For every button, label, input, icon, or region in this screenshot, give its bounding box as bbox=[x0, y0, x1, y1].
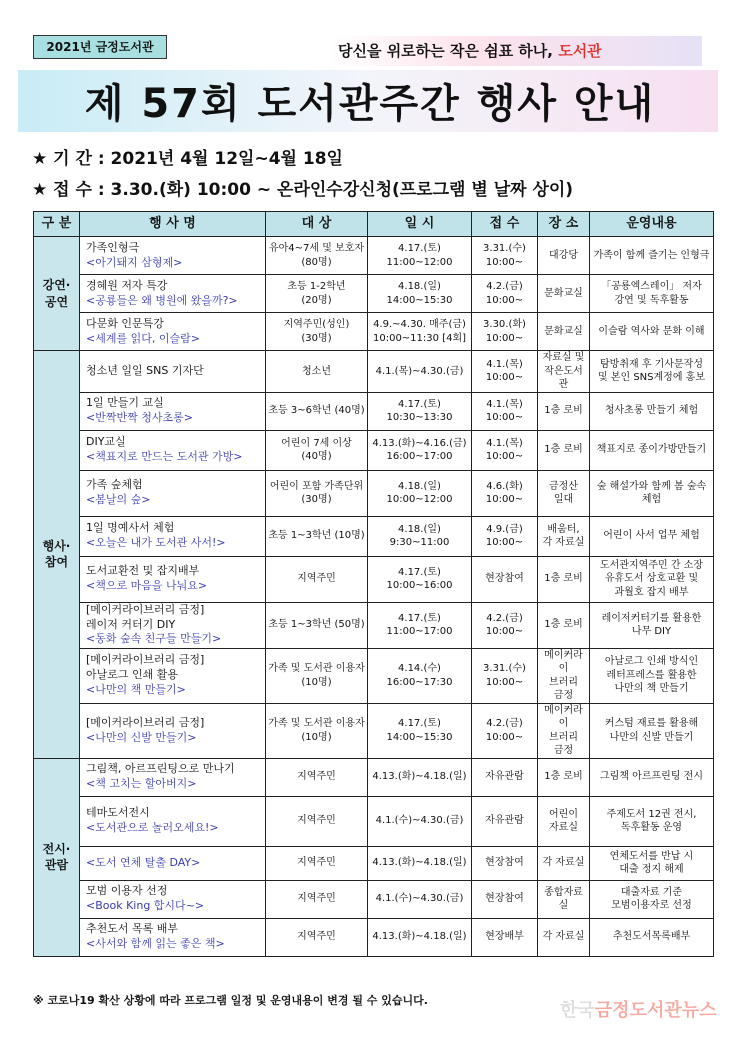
event-reg-cell: 현장배부 bbox=[472, 918, 538, 956]
event-name-cell bbox=[80, 275, 266, 313]
event-reg-cell: 3.31.(수) 10:00~ bbox=[472, 237, 538, 275]
event-subtitle: <세계를 읽다, 이슬람> bbox=[86, 331, 200, 345]
event-name-cell bbox=[80, 703, 266, 758]
event-subtitle: <나만의 책 만들기> bbox=[86, 682, 186, 696]
table-row bbox=[34, 556, 714, 602]
event-place-cell: 어린이 자료실 bbox=[538, 796, 590, 846]
event-subtitle: <아기돼지 삼형제> bbox=[86, 255, 183, 269]
event-desc-cell: 연체도서를 반납 시 대출 정지 해제 bbox=[590, 846, 714, 880]
table-row bbox=[34, 880, 714, 918]
event-name: 추천도서 목록 배부 bbox=[86, 922, 179, 936]
event-desc-cell: 탐방취재 후 기사문작성 및 본인 SNS계정에 홍보 bbox=[590, 351, 714, 393]
event-table bbox=[33, 211, 714, 957]
event-reg-cell: 4.2.(금) 10:00~ bbox=[472, 703, 538, 758]
table-header-row bbox=[34, 212, 714, 237]
event-name: 경혜원 저자 특강 bbox=[86, 278, 168, 292]
event-target-cell: 가족 및 도서관 이용자 (10명) bbox=[266, 703, 368, 758]
event-reg-cell: 자유관람 bbox=[472, 796, 538, 846]
slogan: 당신을 위로하는 작은 쉼표 하나, 도서관 bbox=[338, 42, 602, 60]
event-date-cell: 4.13.(화)~4.16.(금) 16:00~17:00 bbox=[368, 430, 472, 470]
event-subtitle: <공룡들은 왜 병원에 왔을까?> bbox=[86, 293, 238, 307]
event-name-cell bbox=[80, 880, 266, 918]
event-desc-cell: 이슬람 역사와 문화 이해 bbox=[590, 313, 714, 351]
event-name: 가족인형극 bbox=[86, 240, 140, 254]
event-desc-cell: 주제도서 12권 전시, 독후활동 운영 bbox=[590, 796, 714, 846]
event-name-cell bbox=[80, 846, 266, 880]
category-cell: 강연· 공연 bbox=[34, 237, 80, 351]
category-cell: 행사· 참여 bbox=[34, 351, 80, 759]
event-name-cell bbox=[80, 556, 266, 602]
event-desc-cell: 숲 해설가와 함께 봄 숲속 체험 bbox=[590, 470, 714, 516]
event-target-cell: 지역주민 bbox=[266, 846, 368, 880]
event-place-cell: 메이커라이 브러리 금정 bbox=[538, 648, 590, 703]
event-name-cell bbox=[80, 918, 266, 956]
event-date-cell: 4.13.(화)~4.18.(일) bbox=[368, 846, 472, 880]
column-header: 일 시 bbox=[368, 212, 472, 237]
event-target-cell: 초등 1~3학년 (10명) bbox=[266, 516, 368, 556]
event-place-cell: 문화교실 bbox=[538, 313, 590, 351]
event-date-cell: 4.13.(화)~4.18.(일) bbox=[368, 758, 472, 796]
event-date-cell: 4.13.(화)~4.18.(일) bbox=[368, 918, 472, 956]
event-reg-cell: 자유관람 bbox=[472, 758, 538, 796]
event-subtitle: <도서관으로 놀러오세요!> bbox=[86, 821, 219, 834]
event-date-cell: 4.1.(수)~4.30.(금) bbox=[368, 880, 472, 918]
category-cell: 전시· 관람 bbox=[34, 758, 80, 956]
event-date-cell: 4.18.(일) 14:00~15:30 bbox=[368, 275, 472, 313]
event-name-cell bbox=[80, 602, 266, 648]
event-date-cell: 4.1.(수)~4.30.(금) bbox=[368, 796, 472, 846]
event-desc-cell: 아날로그 인쇄 방식인 레터프레스를 활용한 나만의 책 만들기 bbox=[590, 648, 714, 703]
event-desc-cell: 「공룡엑스레이」 저자 강연 및 독후활동 bbox=[590, 275, 714, 313]
event-name: 모범 이용자 선정 bbox=[86, 884, 168, 898]
period-line: ★ 기 간 : 2021년 4월 12일~4월 18일 bbox=[32, 149, 343, 169]
event-desc-cell: 커스텀 재료를 활용해 나만의 신발 만들기 bbox=[590, 703, 714, 758]
table-row bbox=[34, 846, 714, 880]
event-target-cell: 초등 1-2학년 (20명) bbox=[266, 275, 368, 313]
event-name: DIY교실 bbox=[86, 435, 126, 449]
event-target-cell: 지역주민(성인) (30명) bbox=[266, 313, 368, 351]
table-row bbox=[34, 470, 714, 516]
column-header: 구 분 bbox=[34, 212, 80, 237]
event-name: 도서교환전 및 잡지배부 bbox=[86, 564, 200, 578]
event-name-cell bbox=[80, 313, 266, 351]
event-subtitle: <나만의 신발 만들기> bbox=[86, 730, 197, 744]
column-header: 운영내용 bbox=[590, 212, 714, 237]
column-header: 행 사 명 bbox=[80, 212, 266, 237]
event-name: 다문화 인문특강 bbox=[86, 316, 164, 330]
event-target-cell: 지역주민 bbox=[266, 796, 368, 846]
event-subtitle: <Book King 합시다~> bbox=[86, 899, 205, 912]
event-name-cell bbox=[80, 648, 266, 703]
event-desc-cell: 어린이 사서 업무 체험 bbox=[590, 516, 714, 556]
event-place-cell: 배움터, 각 자료실 bbox=[538, 516, 590, 556]
event-date-cell: 4.17.(토) 11:00~12:00 bbox=[368, 237, 472, 275]
event-desc-cell: 청사초롱 만들기 체험 bbox=[590, 392, 714, 430]
event-name-cell bbox=[80, 351, 266, 393]
event-desc-cell: 그림책 아르프린팅 전시 bbox=[590, 758, 714, 796]
event-subtitle: <봄날의 숲> bbox=[86, 493, 151, 506]
slogan-highlight: 도서관 bbox=[558, 42, 602, 60]
column-header: 접 수 bbox=[472, 212, 538, 237]
event-name: 그림책, 아르프린팅으로 만나기 bbox=[86, 762, 235, 776]
event-desc-cell: 레이저커터기를 활용한 나무 DIY bbox=[590, 602, 714, 648]
event-place-cell: 1층 로비 bbox=[538, 758, 590, 796]
event-place-cell: 문화교실 bbox=[538, 275, 590, 313]
event-target-cell: 지역주민 bbox=[266, 880, 368, 918]
event-reg-cell: 3.31.(수) 10:00~ bbox=[472, 648, 538, 703]
table-row bbox=[34, 313, 714, 351]
event-reg-cell: 현장참여 bbox=[472, 556, 538, 602]
event-date-cell: 4.1.(목)~4.30.(금) bbox=[368, 351, 472, 393]
event-name: 1일 만들기 교실 bbox=[86, 396, 164, 410]
event-subtitle: <사서와 함께 읽는 좋은 책> bbox=[86, 937, 225, 950]
event-target-cell: 청소년 bbox=[266, 351, 368, 393]
event-date-cell: 4.14.(수) 16:00~17:30 bbox=[368, 648, 472, 703]
event-date-cell: 4.17.(토) 10:30~13:30 bbox=[368, 392, 472, 430]
event-desc-cell: 대출자료 기준 모범이용자로 선정 bbox=[590, 880, 714, 918]
event-place-cell: 금정산 일대 bbox=[538, 470, 590, 516]
event-reg-cell: 4.2.(금) 10:00~ bbox=[472, 275, 538, 313]
notice: ※ 코로나19 확산 상황에 따라 프로그램 일정 및 운영내용이 변경 될 수 있습니다. bbox=[33, 994, 428, 1007]
event-name: 가족 숲체험 bbox=[86, 478, 143, 492]
event-subtitle: <동화 숲속 친구들 만들기> bbox=[86, 632, 222, 646]
event-desc-cell: 가족이 함께 즐기는 인형극 bbox=[590, 237, 714, 275]
column-header: 대 상 bbox=[266, 212, 368, 237]
event-name: 테마도서전시 bbox=[86, 806, 150, 820]
event-name-cell bbox=[80, 470, 266, 516]
event-name: 청소년 일일 SNS 기자단 bbox=[86, 363, 204, 377]
event-target-cell: 지역주민 bbox=[266, 556, 368, 602]
table-row bbox=[34, 648, 714, 703]
event-place-cell: 1층 로비 bbox=[538, 602, 590, 648]
event-name-cell bbox=[80, 796, 266, 846]
table-row bbox=[34, 275, 714, 313]
table-row bbox=[34, 703, 714, 758]
watermark: 한국금정도서관뉴스 bbox=[560, 1000, 717, 1021]
event-place-cell: 각 자료실 bbox=[538, 846, 590, 880]
event-place-cell: 1층 로비 bbox=[538, 392, 590, 430]
event-subtitle: <책으로 마음을 나눠요> bbox=[86, 579, 208, 592]
event-name: [메이커라이브러리 금정] 레이저 커터기 DIY bbox=[86, 602, 205, 631]
event-name: 1일 명예사서 체험 bbox=[86, 521, 175, 535]
event-target-cell: 지역주민 bbox=[266, 918, 368, 956]
table-row bbox=[34, 237, 714, 275]
event-date-cell: 4.9.~4.30. 매주(금) 10:00~11:30 [4회] bbox=[368, 313, 472, 351]
event-name: [메이커라이브러리 금정] 아날로그 인쇄 활용 bbox=[86, 653, 205, 682]
event-subtitle: <도서 연체 탈출 DAY> bbox=[86, 855, 201, 869]
table-row bbox=[34, 796, 714, 846]
event-target-cell: 지역주민 bbox=[266, 758, 368, 796]
event-target-cell: 어린이 7세 이상 (40명) bbox=[266, 430, 368, 470]
event-desc-cell: 추천도서목록배부 bbox=[590, 918, 714, 956]
table-row bbox=[34, 758, 714, 796]
event-desc-cell: 도서관지역주민 간 소장 유휴도서 상호교환 및 과월호 잡지 배부 bbox=[590, 556, 714, 602]
table-row bbox=[34, 392, 714, 430]
event-subtitle: <책표지로 만드는 도서관 가방> bbox=[86, 450, 243, 463]
event-date-cell: 4.17.(토) 10:00~16:00 bbox=[368, 556, 472, 602]
library-tag: 2021년 금정도서관 bbox=[33, 35, 167, 59]
event-reg-cell: 4.9.(금) 10:00~ bbox=[472, 516, 538, 556]
event-reg-cell: 현장참여 bbox=[472, 846, 538, 880]
event-place-cell: 자료실 및 작은도서관 bbox=[538, 351, 590, 393]
event-name-cell bbox=[80, 758, 266, 796]
table-row bbox=[34, 516, 714, 556]
event-name-cell bbox=[80, 516, 266, 556]
event-reg-cell: 4.2.(금) 10:00~ bbox=[472, 602, 538, 648]
page-title: 제 57회 도서관주간 행사 안내 bbox=[84, 81, 656, 127]
event-name: [메이커라이브러리 금정] bbox=[86, 715, 205, 729]
event-reg-cell: 4.1.(목) 10:00~ bbox=[472, 351, 538, 393]
event-subtitle: <책 고치는 할아버지> bbox=[86, 777, 197, 790]
event-name-cell bbox=[80, 237, 266, 275]
event-target-cell: 유아4~7세 및 보호자 (80명) bbox=[266, 237, 368, 275]
column-header: 장 소 bbox=[538, 212, 590, 237]
event-place-cell: 종합자료실 bbox=[538, 880, 590, 918]
event-name-cell bbox=[80, 392, 266, 430]
event-reg-cell: 현장참여 bbox=[472, 880, 538, 918]
event-target-cell: 가족 및 도서관 이용자 (10명) bbox=[266, 648, 368, 703]
event-target-cell: 초등 3~6학년 (40명) bbox=[266, 392, 368, 430]
event-place-cell: 1층 로비 bbox=[538, 556, 590, 602]
table-row bbox=[34, 918, 714, 956]
event-name-cell bbox=[80, 430, 266, 470]
event-reg-cell: 4.1.(목) 10:00~ bbox=[472, 430, 538, 470]
event-reg-cell: 4.6.(화) 10:00~ bbox=[472, 470, 538, 516]
event-target-cell: 어린이 포함 가족단위 (30명) bbox=[266, 470, 368, 516]
table-row bbox=[34, 602, 714, 648]
registration-line: ★ 접 수 : 3.30.(화) 10:00 ~ 온라인수강신청(프로그램 별 날짜 상이) bbox=[32, 180, 574, 200]
event-subtitle: <반짝반짝 청사초롱> bbox=[86, 411, 193, 424]
event-place-cell: 메이커라이 브러리 금정 bbox=[538, 703, 590, 758]
event-desc-cell: 책표지로 종이가방만들기 bbox=[590, 430, 714, 470]
event-place-cell: 각 자료실 bbox=[538, 918, 590, 956]
event-reg-cell: 4.1.(목) 10:00~ bbox=[472, 392, 538, 430]
event-target-cell: 초등 1~3학년 (50명) bbox=[266, 602, 368, 648]
event-place-cell: 1층 로비 bbox=[538, 430, 590, 470]
event-date-cell: 4.18.(일) 9:30~11:00 bbox=[368, 516, 472, 556]
event-subtitle: <오늘은 내가 도서관 사서!> bbox=[86, 536, 226, 549]
event-date-cell: 4.17.(토) 14:00~15:30 bbox=[368, 703, 472, 758]
event-place-cell: 대강당 bbox=[538, 237, 590, 275]
event-reg-cell: 3.30.(화) 10:00~ bbox=[472, 313, 538, 351]
event-date-cell: 4.17.(토) 11:00~17:00 bbox=[368, 602, 472, 648]
event-date-cell: 4.18.(일) 10:00~12:00 bbox=[368, 470, 472, 516]
table-row bbox=[34, 430, 714, 470]
table-row bbox=[34, 351, 714, 393]
